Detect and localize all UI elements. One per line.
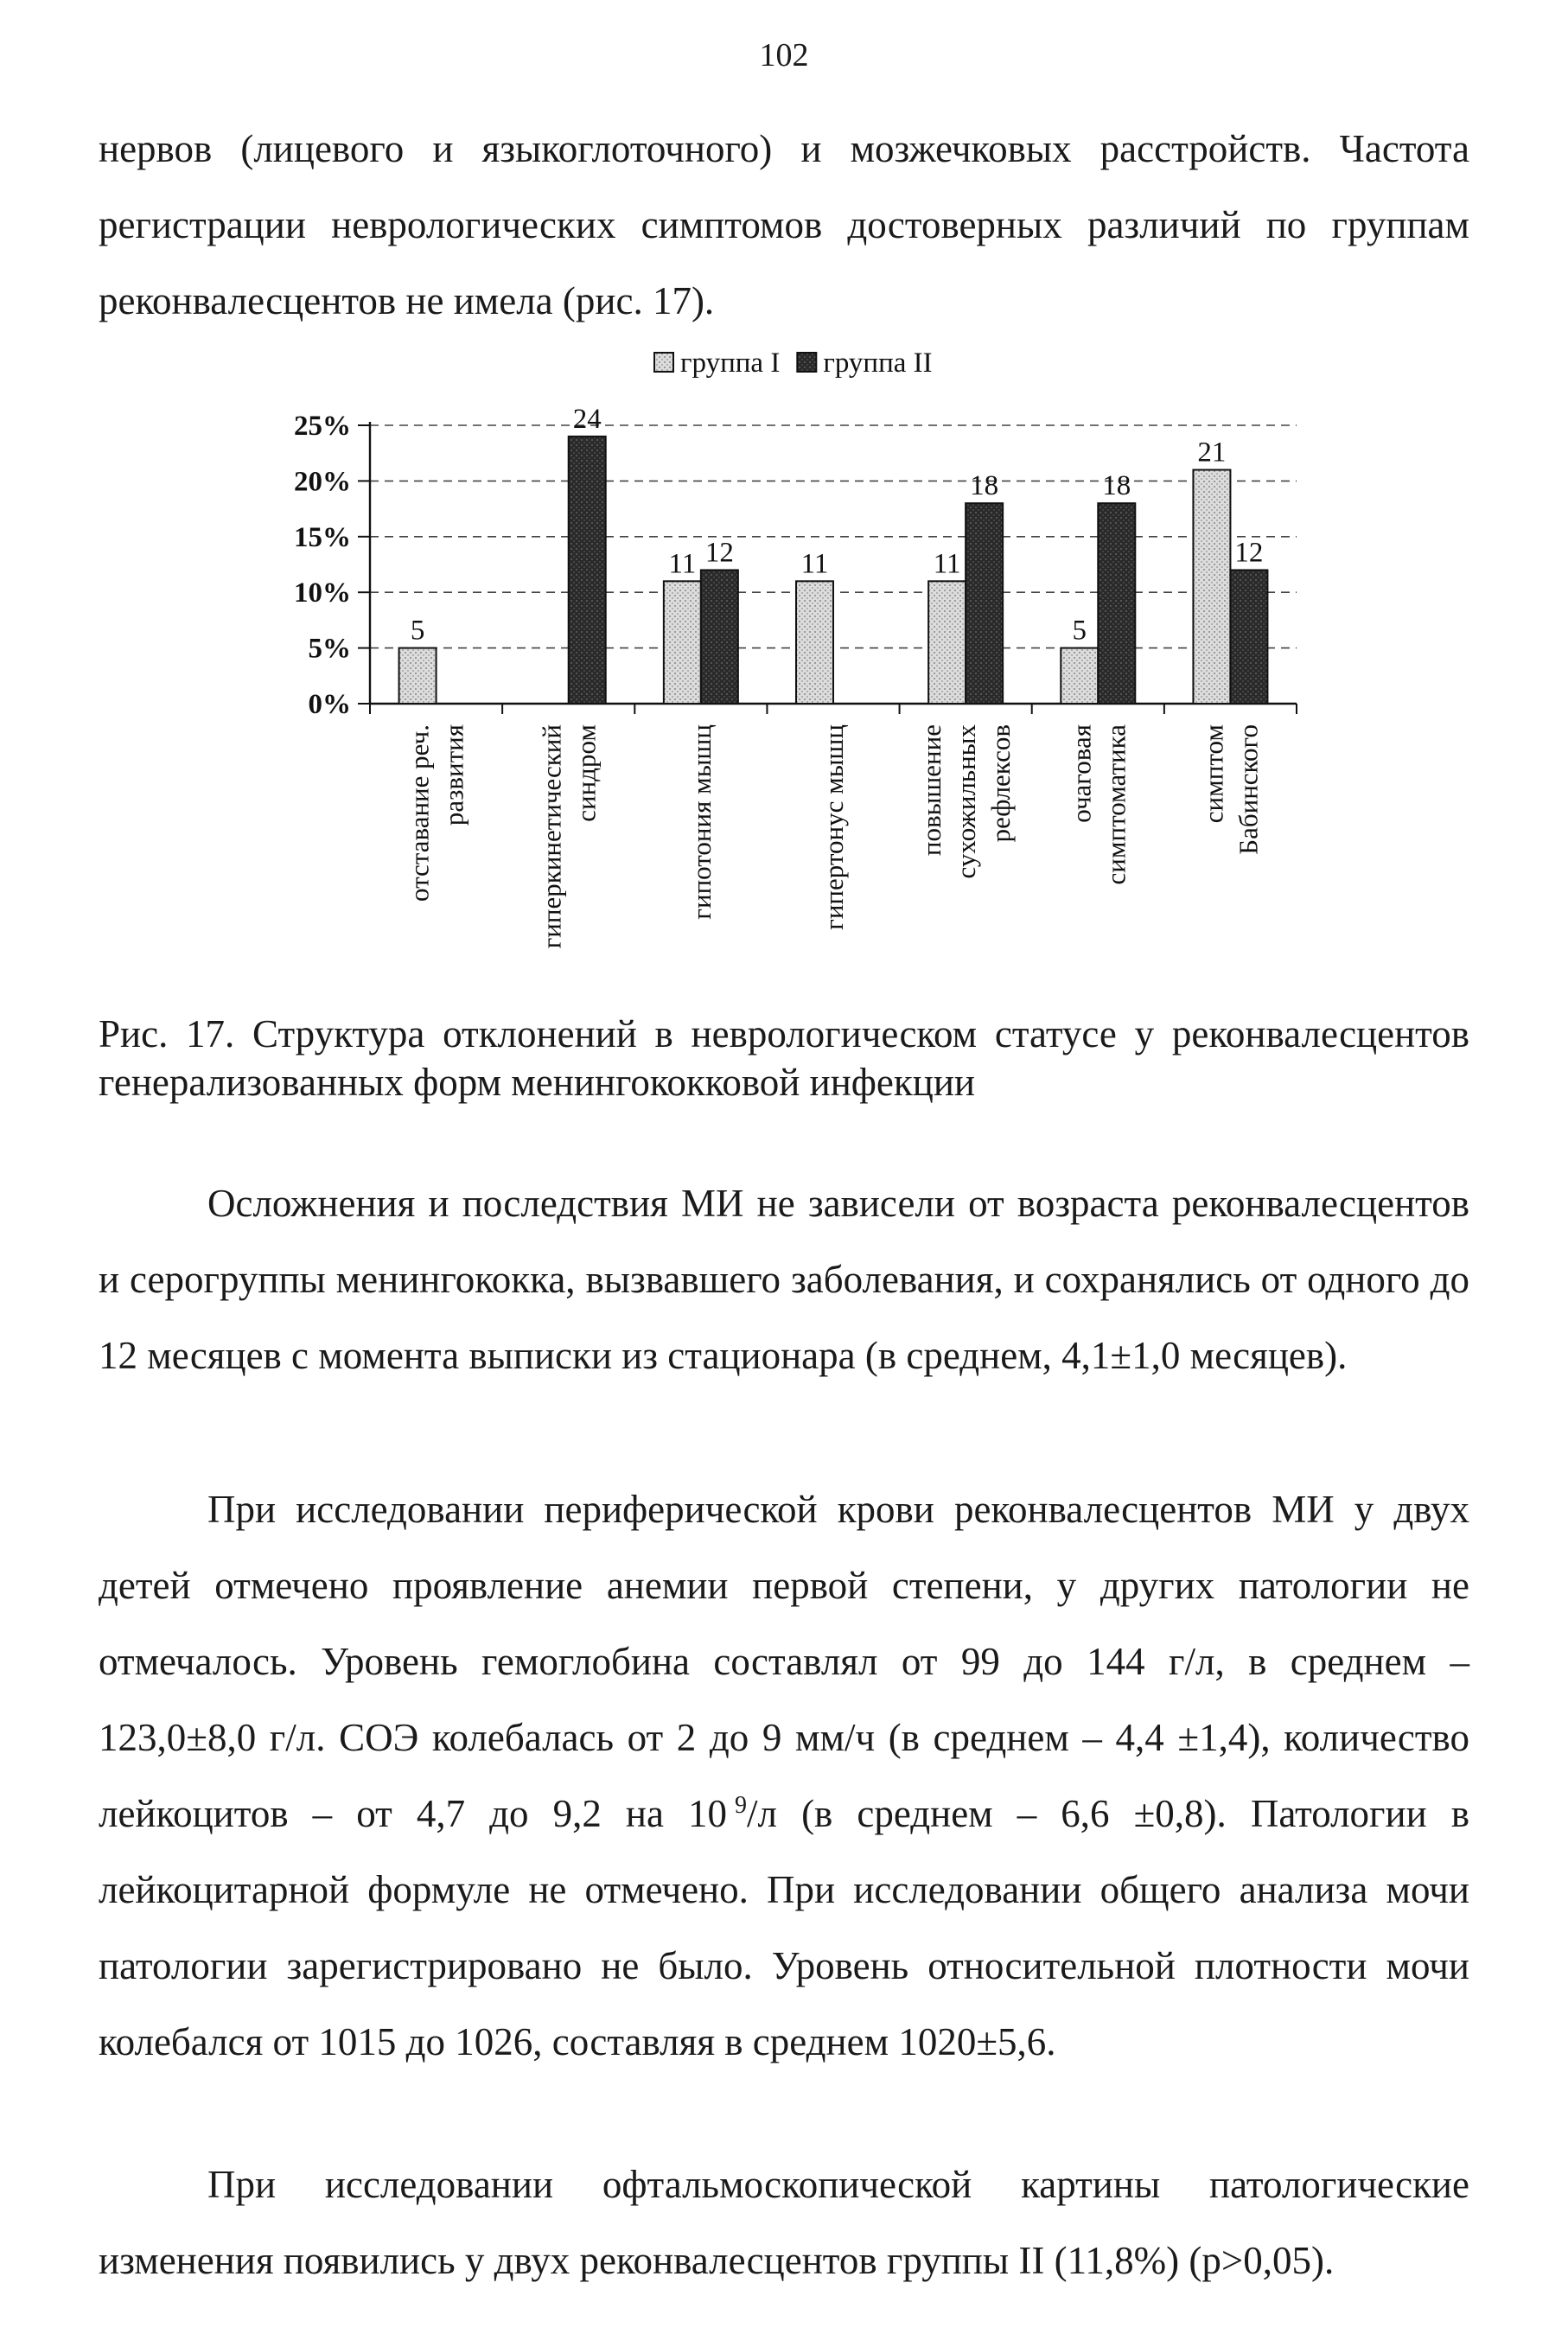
bar-group-1 [1193,470,1230,704]
page-number: 102 [759,37,809,73]
category-label: очаговая [1066,724,1097,823]
category-label: гипотония мышц [685,724,717,920]
data-label: 24 [572,403,602,435]
category-label: рефлексов [985,724,1017,843]
bar-group-2 [569,437,606,704]
category-label: Бабинского [1233,724,1264,855]
y-tick-label: 25% [294,411,351,442]
data-label: 12 [1234,537,1264,569]
legend-label-group-1: группа I [680,348,781,379]
paragraph-3-part-1: При исследовании периферической крови реконвалесцентов МИ у двух детей отмечено проявление анемии первой степени, у других патологии не отмечалось. Уровень гемоглобина составлял от 99 до 144 г/л, в среднем – 123,0±8,0 г/л. СОЭ колебалась от 2 до 9 мм/ч (в среднем – 4,4 ±1,4), количество лейкоцитов – от 4,7 до 9,2 на 10 [99,1488,1469,1835]
bar-group-1 [796,581,833,704]
data-label: 5 [1072,615,1087,647]
data-label: 12 [704,537,734,569]
category-label: симптом [1198,724,1229,824]
bar-group-1 [399,648,437,704]
data-label: 11 [933,548,961,580]
bar-group-1 [664,581,701,704]
category-label: гипертонус мышц [819,724,849,930]
y-tick-label: 0% [308,689,351,720]
category-label: гиперкинетический [536,724,567,949]
bar-group-1 [1061,648,1098,704]
bar-group-2 [1230,570,1267,704]
chart-category-labels [405,724,1264,949]
y-tick-label: 10% [294,577,351,609]
category-label: сухожильных [951,724,982,879]
category-label: синдром [570,724,602,822]
paragraph-3 [99,1471,1469,2080]
chart-bars [399,437,1268,704]
bar-group-2 [701,570,738,704]
legend-swatch-group-1 [654,353,673,372]
bar-group-2 [966,503,1003,704]
paragraph-3-part-2: /л (в среднем – 6,6 ±0,8). Патологии в лейкоцитарной формуле не отмечено. При исследовании общего анализа мочи патологии зарегистрировано не было. Уровень относительной плотности мочи колебался от 1015 до 1026, составляя в среднем 1020±5,6. [99,1792,1469,2063]
legend-label-group-2: группа II [823,348,933,379]
data-label: 21 [1197,437,1227,469]
bar-chart [0,346,1568,1003]
data-label: 18 [1102,470,1131,502]
paragraph-2: Осложнения и последствия МИ не зависели от возраста реконвалесцентов и серогруппы менингококка, вызвавшего заболевания, и сохранялись от одного до 12 месяцев с момента выписки из стационара (в среднем, 4,1±1,0 месяцев). [99,1182,1469,1377]
chart-legend [654,348,933,379]
data-label: 11 [800,548,829,580]
category-label: повышение [916,724,947,857]
bar-group-1 [928,581,966,704]
category-label: развития [438,724,469,826]
y-tick-label: 20% [294,466,351,498]
figure-caption: Рис. 17. Структура отклонений в неврологическом статусе у реконвалесцентов генерализованных форм менингококковой инфекции [99,1012,1469,1104]
paragraph-4: При исследовании офтальмоскопической картины патологические изменения появились у двух реконвалесцентов группы II (11,8%) (р>0,05). [99,2163,1469,2282]
exponent: 9 [735,1792,748,1819]
y-tick-label: 5% [308,633,351,665]
paragraph-1: нервов (лицевого и языкоглоточного) и мозжечковых расстройств. Частота регистрации неврологических симптомов достоверных различий по группам реконвалесцентов не имела (рис. 17). [99,127,1469,322]
category-label: симптоматика [1100,724,1131,885]
y-tick-label: 15% [294,521,351,553]
data-label: 18 [970,470,999,502]
data-label: 5 [410,615,425,647]
bar-group-2 [1098,503,1135,704]
legend-swatch-group-2 [797,353,816,372]
category-label: отставание реч. [404,724,435,902]
data-label: 11 [668,548,697,580]
